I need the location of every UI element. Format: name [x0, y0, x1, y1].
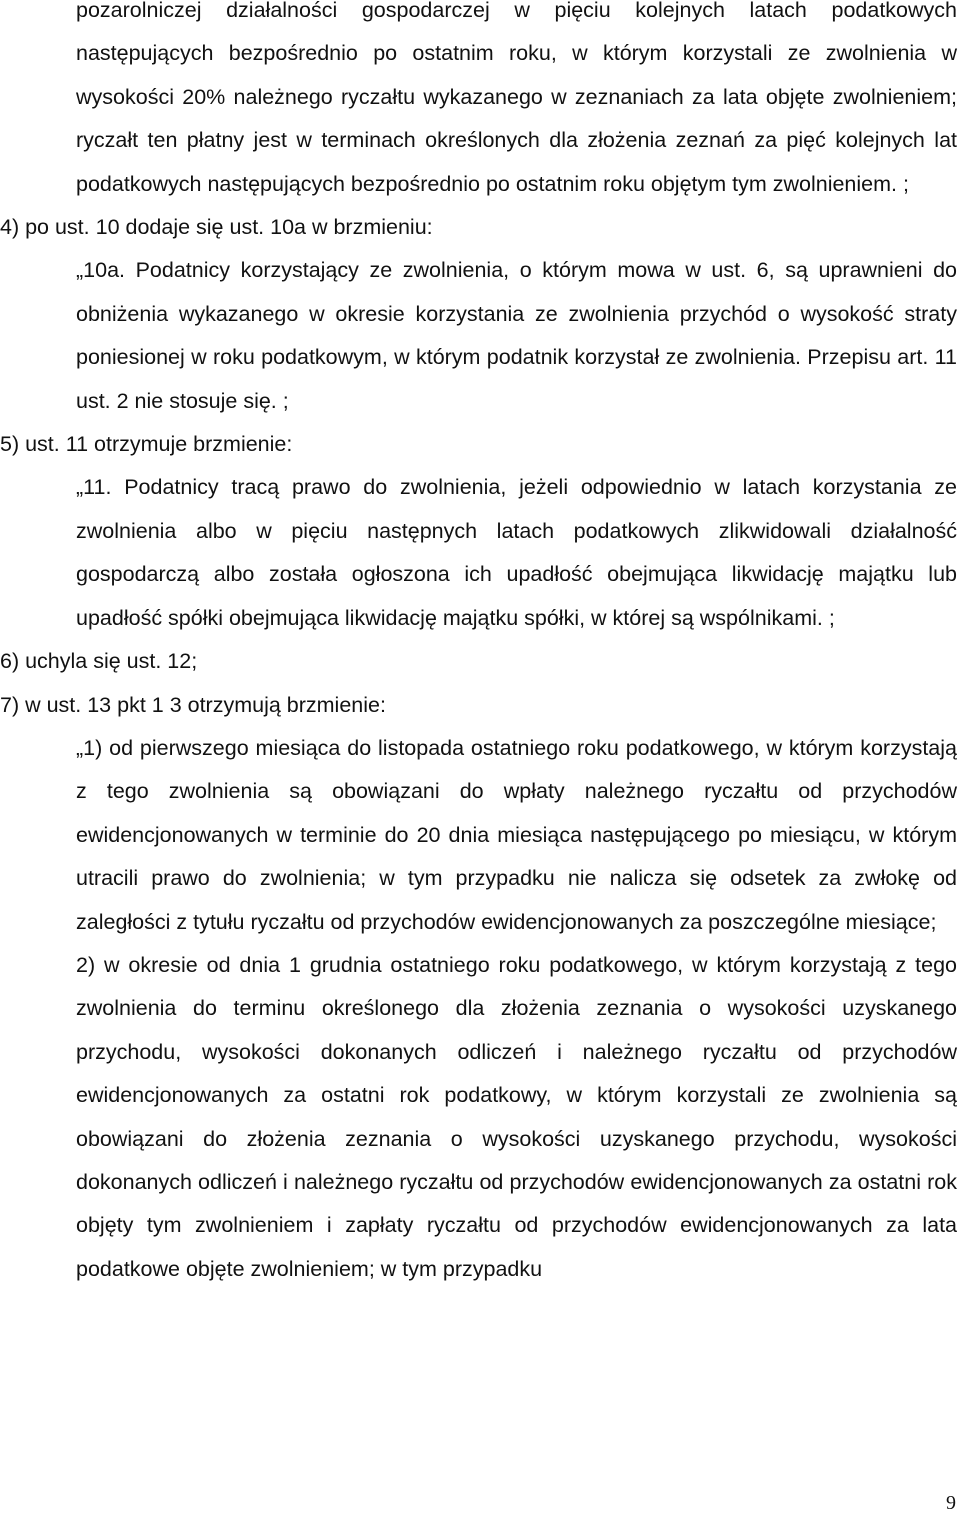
quote-paragraph: 2) w okresie od dnia 1 grudnia ostatniego roku podatkowego, w którym korzystają z tego zwolnienia do terminu określonego dla złożenia zeznania o wysokości uzyskanego przychodu, wysokości dokonanych odliczeń i należnego ryczałtu od przychodów ewidencjonowanych za ostatni rok podatkowy, w którym korzystali ze zwolnienia są obowiązani do złożenia zeznania o wysokości uzyskanego przychodu, wysokości dokonanych odliczeń i należnego ryczałtu od przychodów ewidencjonowanych za ostatni rok objęty tym zwolnieniem i zapłaty ryczałtu od przychodów ewidencjonowanych za lata podatkowe objęte zwolnieniem; w tym przypadku — [76, 952, 957, 1281]
quote-paragraph: „11. Podatnicy tracą prawo do zwolnienia, jeżeli odpowiednio w latach korzystania ze zwolnienia albo w pięciu następnych latach podatkowych zlikwidowali działalność gospodarczą albo została ogłoszona ich upadłość obejmująca likwidację majątku lub upadłość spółki obejmująca likwidację majątku spółki, w której są wspólnikami. ; — [76, 475, 957, 630]
page-number: 9 — [946, 1492, 956, 1514]
item-heading: 7) w ust. 13 pkt 1 3 otrzymują brzmienie: — [0, 692, 386, 717]
item-heading: 5) ust. 11 otrzymuje brzmienie: — [0, 432, 293, 457]
quote-paragraph: „1) od pierwszego miesiąca do listopada ostatniego roku podatkowego, w którym korzystają z tego zwolnienia są obowiązani do wpłaty należnego ryczałtu od przychodów ewidencjonowanych w terminie do 20 dnia miesiąca następującego po miesiącu, w którym utracili prawo do zwolnienia; w tym przypadku nie nalicza się odsetek za zwłokę od zaległości z tytułu ryczałtu od przychodów ewidencjonowanych za poszczególne miesiące; — [76, 735, 957, 934]
item-heading: 4) po ust. 10 dodaje się ust. 10a w brzmieniu: — [0, 215, 433, 240]
quote-paragraph: „10a. Podatnicy korzystający ze zwolnienia, o którym mowa w ust. 6, są uprawnieni do obniżenia wykazanego w okresie korzystania ze zwolnienia przychód o wysokość straty poniesionej w roku podatkowym, w którym podatnik korzystał ze zwolnienia. Przepisu art. 11 ust. 2 nie stosuje się. ; — [76, 258, 957, 413]
item-heading: 6) uchyla się ust. 12; — [0, 649, 198, 674]
quote-continuation: pozarolniczej działalności gospodarczej w pięciu kolejnych latach podatkowych następujących bezpośrednio po ostatnim roku, w którym korzystali ze zwolnienia w wysokości 20% należnego ryczałtu wykazanego w zeznaniach za lata objęte zwolnieniem; ryczałt ten płatny jest w terminach określonych dla złożenia zeznań za pięć kolejnych lat podatkowych następujących bezpośrednio po ostatnim roku objętym tym zwolnieniem. ; — [76, 0, 957, 196]
